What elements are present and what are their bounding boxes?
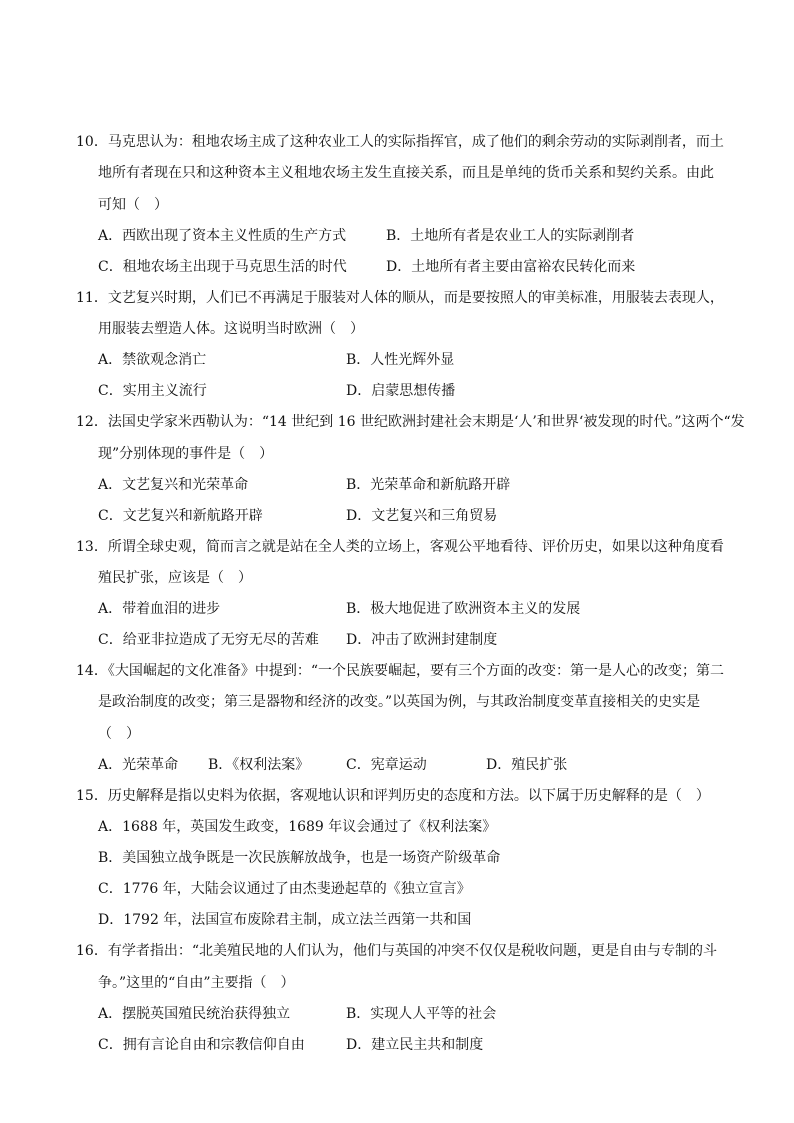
question-stem-line: 《大国崛起的文化准备》中提到：“一个民族要崛起，要有三个方面的改变：第一是人心的改变；第二 (107, 663, 724, 679)
question-stem-line: 现”分别体现的事件是（ ） (98, 446, 274, 462)
question-stem-line: 可知（ ） (98, 197, 168, 213)
question-stem-line: 有学者指出：“北美殖民地的人们认为，他们与英国的冲突不仅仅是税收问题，更是自由与专制的斗 (107, 943, 717, 959)
option-d: D．文艺复兴和三角贸易 (346, 508, 498, 524)
question-stem-line: 是政治制度的改变；第三是器物和经济的改变。”以英国为例，与其政治制度变革直接相关的史实是 (98, 694, 701, 710)
question-stem-line: 地所有者现在只和这种资本主义租地农场主发生直接关系，而且是单纯的货币关系和契约关系。由此 (98, 165, 714, 181)
option-a: A．光荣革命 (98, 757, 179, 773)
question-stem-line: 马克思认为：租地农场主成了这种农业工人的实际指挥官，成了他们的剩余劳动的实际剥削者，而土 (107, 134, 724, 150)
option-c: C．给亚非拉造成了无穷无尽的苦难 (98, 632, 319, 648)
option-d: D．1792 年，法国宣布废除君主制，成立法兰西第一共和国 (98, 912, 472, 928)
question-stem-line: 法国史学家米西勒认为：“14 世纪到 16 世纪欧洲封建社会末期是‘人’和世界‘被发现的时代。”这两个“发 (107, 414, 745, 430)
option-c: C．租地农场主出现于马克思生活的时代 (98, 259, 347, 275)
option-b: B．《权利法案》 (208, 757, 310, 773)
question-number: 13． (76, 539, 108, 555)
option-c: C．实用主义流行 (98, 383, 207, 399)
question-stem-line: 文艺复兴时期，人们已不再满足于服装对人体的顺从，而是要按照人的审美标准，用服装去表现人， (107, 290, 724, 306)
option-c: C．宪章运动 (346, 757, 427, 773)
option-d: D．启蒙思想传播 (346, 383, 456, 399)
option-d: D．建立民主共和制度 (346, 1037, 484, 1053)
question-stem-line: 所谓全球史观，简而言之就是站在全人类的立场上，客观公平地看待、评价历史，如果以这种角度看 (107, 539, 724, 555)
option-a: A．禁欲观念消亡 (98, 352, 207, 368)
question-number: 14． (76, 663, 108, 679)
option-c: C．拥有言论自由和宗教信仰自由 (98, 1037, 305, 1053)
question-stem-line: 争。”这里的“自由”主要指（ ） (98, 975, 295, 991)
option-a: A．1688 年，英国发生政变，1689 年议会通过了《权利法案》 (98, 819, 497, 835)
question-number: 11． (76, 290, 108, 306)
option-a: A．西欧出现了资本主义性质的生产方式 (98, 228, 347, 244)
option-b: B．实现人人平等的社会 (346, 1006, 497, 1022)
question-number: 12． (76, 414, 108, 430)
option-b: B．美国独立战争既是一次民族解放战争，也是一场资产阶级革命 (98, 850, 501, 866)
question-number: 15． (76, 788, 108, 804)
question-stem-line: 用服装去塑造人体。这说明当时欧洲（ ） (98, 321, 364, 337)
question-stem-line: 殖民扩张，应该是（ ） (98, 570, 252, 586)
question-number: 10． (76, 134, 108, 150)
option-c: C．文艺复兴和新航路开辟 (98, 508, 263, 524)
question-stem-line: （ ） (98, 726, 140, 742)
option-d: D．土地所有者主要由富裕农民转化而来 (386, 259, 636, 275)
question-number: 16． (76, 943, 108, 959)
option-b: B．人性光辉外显 (346, 352, 455, 368)
option-b: B．土地所有者是农业工人的实际剥削者 (386, 228, 635, 244)
option-b: B．极大地促进了欧洲资本主义的发展 (346, 601, 581, 617)
option-d: D．冲击了欧洲封建制度 (346, 632, 498, 648)
option-a: A．带着血泪的进步 (98, 601, 221, 617)
option-a: A．摆脱英国殖民统治获得独立 (98, 1006, 291, 1022)
option-a: A．文艺复兴和光荣革命 (98, 477, 249, 493)
option-c: C．1776 年，大陆会议通过了由杰斐逊起草的《独立宣言》 (98, 881, 471, 897)
option-d: D．殖民扩张 (486, 757, 568, 773)
option-b: B．光荣革命和新航路开辟 (346, 477, 511, 493)
question-stem-line: 历史解释是指以史料为依据，客观地认识和评判历史的态度和方法。以下属于历史解释的是（ ） (107, 788, 710, 804)
